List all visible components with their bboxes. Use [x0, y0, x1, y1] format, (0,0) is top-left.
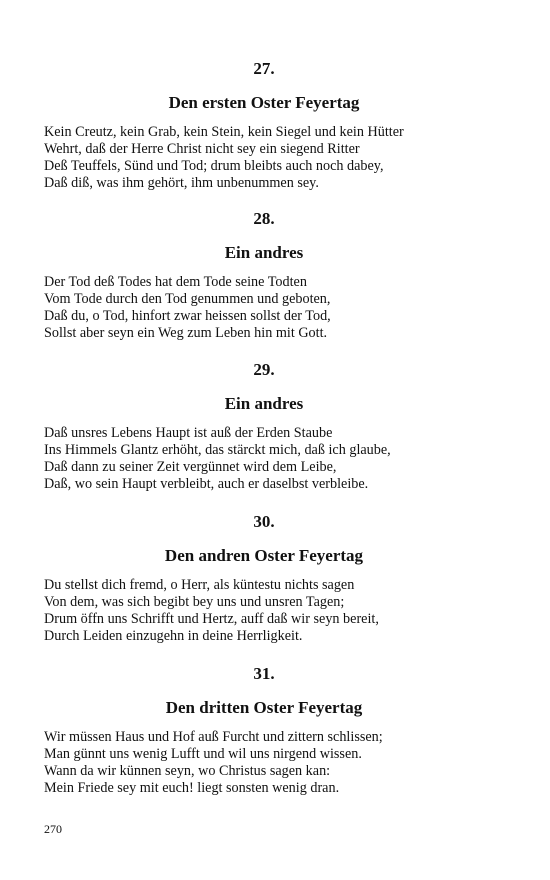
page-number: 270: [44, 822, 62, 836]
poem-28: [44, 209, 484, 342]
verse-line: Du stellst dich fremd, o Herr, als küntestu nichts sagen: [44, 577, 355, 593]
poem-verse: [44, 729, 484, 797]
verse-line: Wehrt, daß der Herre Christ nicht sey ein siegend Ritter: [44, 141, 360, 157]
verse-line: Der Tod deß Todes hat dem Tode seine Todten: [44, 274, 307, 290]
poem-verse: [44, 577, 484, 645]
poem-number: 30.: [253, 512, 275, 531]
verse-line: Durch Leiden einzugehn in deine Herrligkeit.: [44, 628, 303, 644]
poem-title: Den dritten Oster Feyertag: [165, 698, 363, 717]
verse-line: Daß dann zu seiner Zeit vergünnet wird dem Leibe,: [44, 459, 337, 475]
poem-number: 28.: [253, 209, 275, 228]
verse-line: Ins Himmels Glantz erhöht, das stärckt mich, daß ich glaube,: [44, 442, 391, 458]
poem-title: Den ersten Oster Feyertag: [168, 93, 360, 112]
verse-line: Sollst aber seyn ein Weg zum Leben hin mit Gott.: [44, 325, 328, 341]
verse-line: Von dem, was sich begibt bey uns und unsren Tagen;: [44, 594, 345, 610]
verse-line: Vom Tode durch den Tod genummen und geboten,: [44, 291, 331, 307]
verse-line: Drum öffn uns Schrifft und Hertz, auff daß wir seyn bereit,: [44, 611, 379, 627]
poem-verse: [44, 124, 484, 192]
poem-number: 27.: [253, 59, 275, 78]
verse-line: Kein Creutz, kein Grab, kein Stein, kein Siegel und kein Hütter: [44, 124, 404, 140]
poem-title: Ein andres: [224, 243, 304, 262]
verse-line: Mein Friede sey mit euch! liegt sonsten wenig dran.: [44, 780, 340, 796]
verse-line: Wann da wir künnen seyn, wo Christus sagen kan:: [44, 763, 331, 779]
verse-line: Daß diß, was ihm gehört, ihm unbenummen sey.: [44, 175, 319, 191]
verse-line: Daß du, o Tod, hinfort zwar heissen sollst der Tod,: [44, 308, 331, 324]
poem-title: Ein andres: [224, 394, 304, 413]
poem-verse: [44, 425, 484, 493]
verse-line: Daß unsres Lebens Haupt ist auß der Erden Staube: [44, 425, 333, 441]
poem-title: Den andren Oster Feyertag: [164, 546, 364, 565]
verse-line: Man günnt uns wenig Lufft und wil uns nirgend wissen.: [44, 746, 362, 762]
poem-verse: [44, 274, 484, 342]
poem-number: 31.: [253, 664, 275, 683]
verse-line: Wir müssen Haus und Hof auß Furcht und zittern schlissen;: [44, 729, 383, 745]
poem-number: 29.: [253, 360, 275, 379]
poem-30: [44, 512, 484, 645]
poem-31: [44, 664, 484, 797]
poem-29: [44, 360, 484, 493]
poem-27: [44, 59, 484, 192]
verse-line: Daß, wo sein Haupt verbleibt, auch er daselbst verbleibe.: [44, 476, 369, 492]
verse-line: Deß Teuffels, Sünd und Tod; drum bleibts auch noch dabey,: [44, 158, 384, 174]
